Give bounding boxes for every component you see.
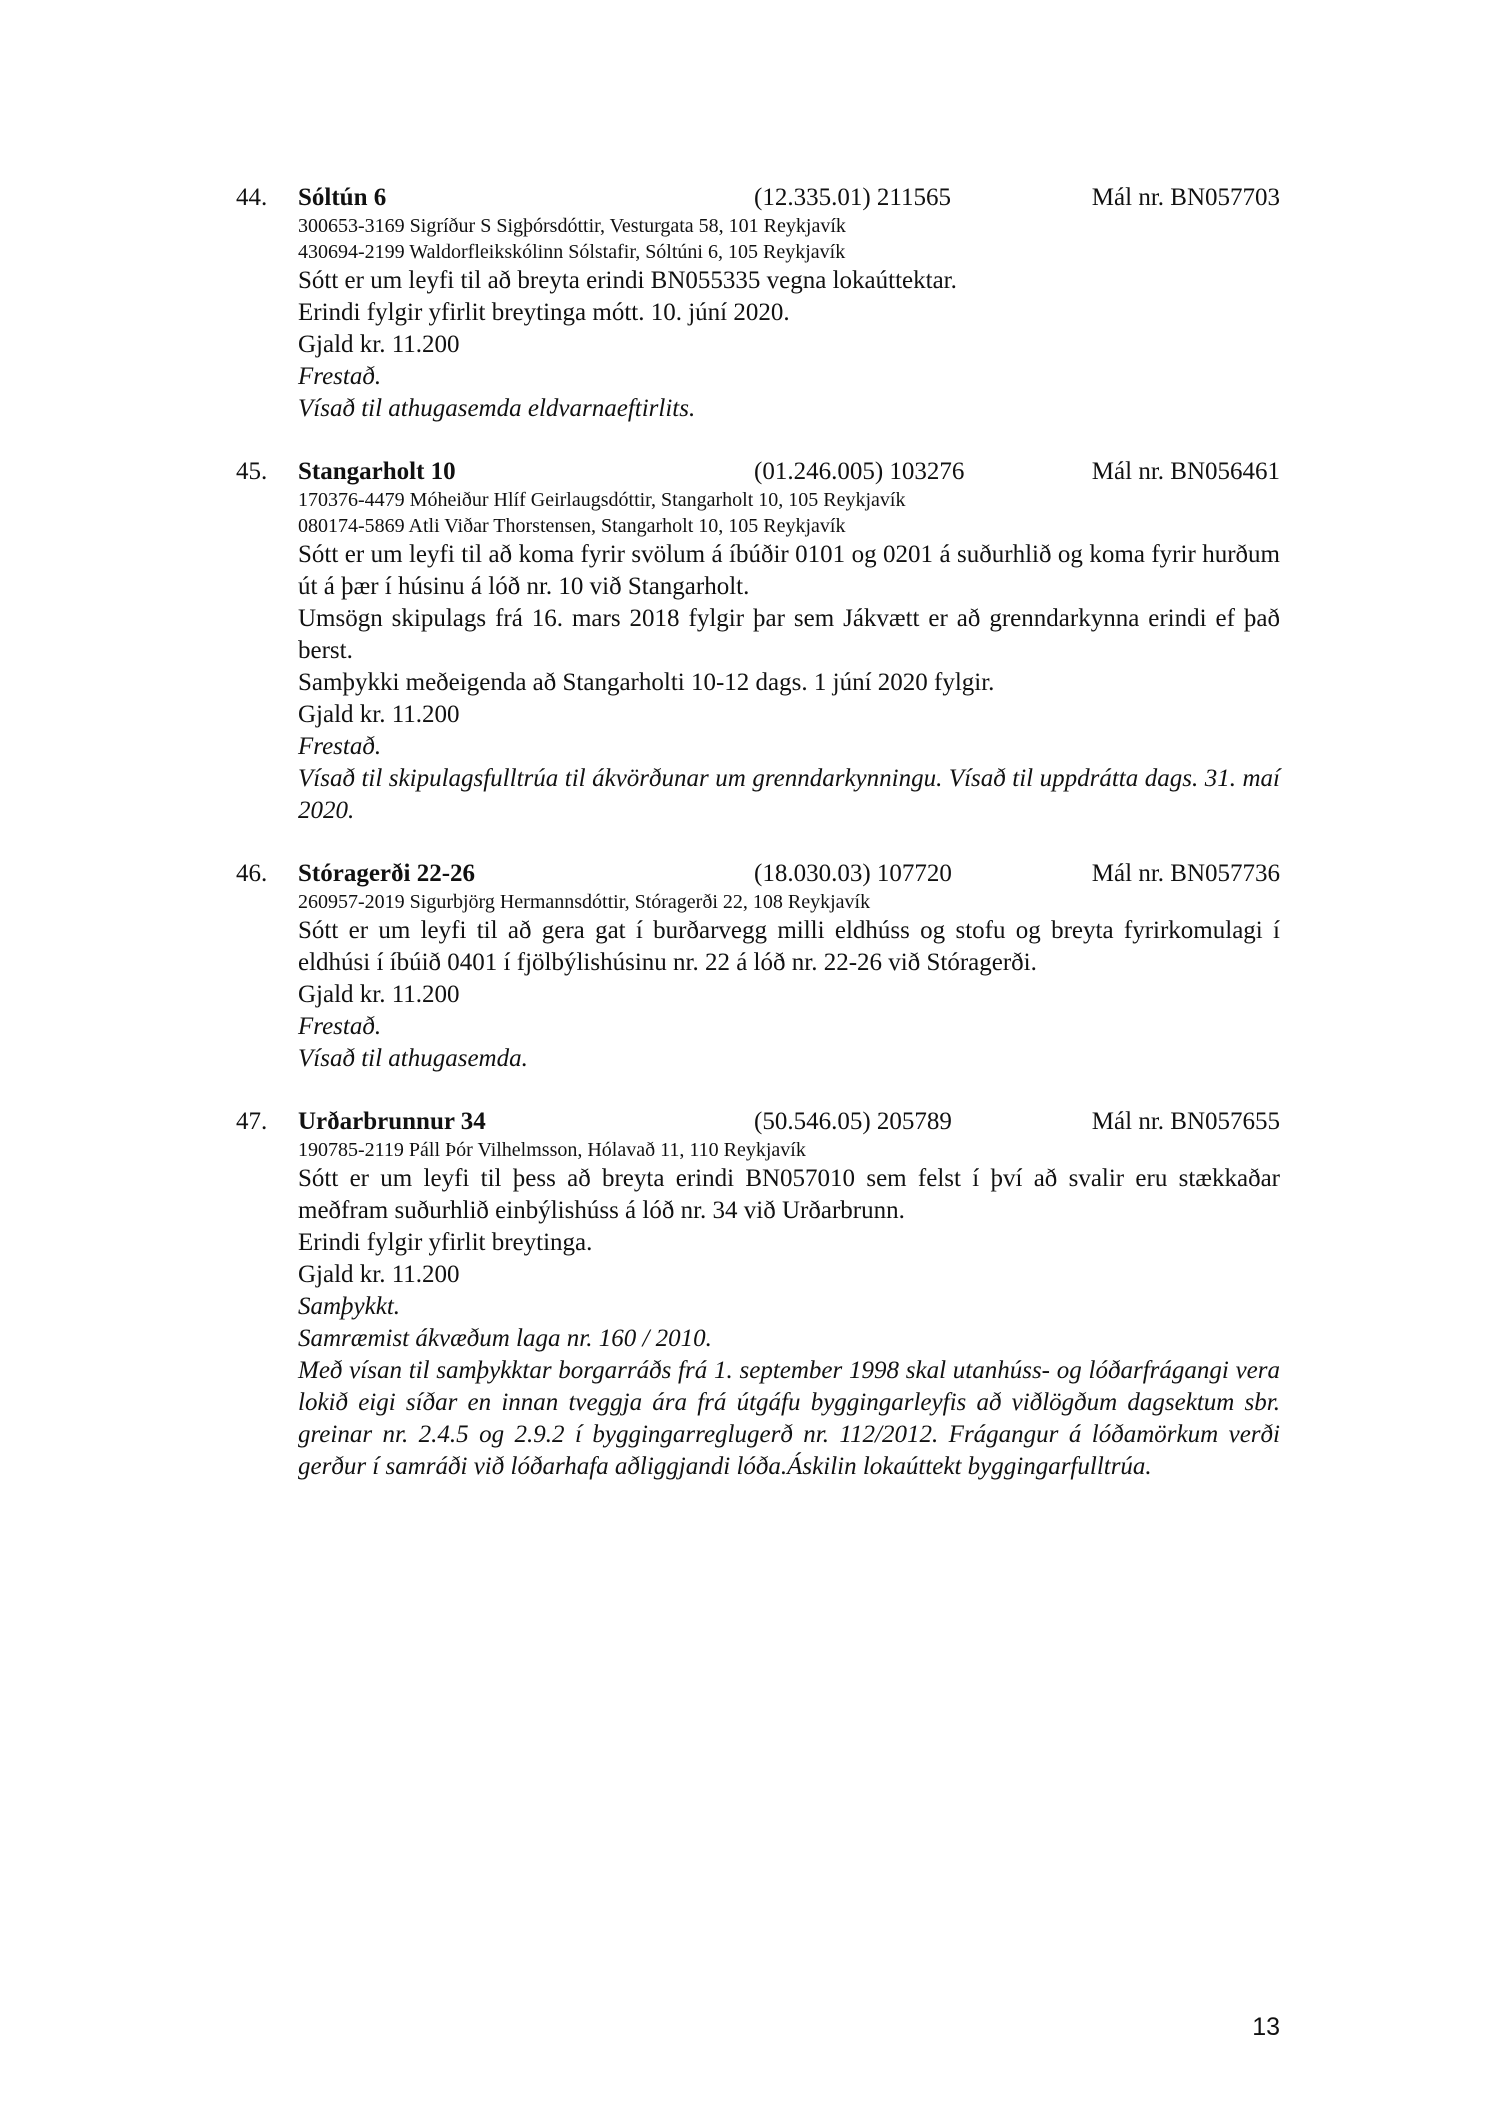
entry-lot-number: (12.335.01) 211565: [754, 184, 951, 211]
entry-header: [298, 1106, 1280, 1137]
entry-number: 45.: [236, 458, 268, 485]
entry-case-number: Mál nr. BN057655: [1091, 1108, 1280, 1135]
decision-note: Með vísan til samþykktar borgarráðs frá 1. september 1998 skal utanhúss- og lóðarfrágangi vera lokið eigi síðar en innan tveggja ára frá útgáfu byggingarleyfis að viðlögðum dagsektum sbr. greinar nr. 2.4.5 og 2.9.2 í byggingarreglugerð nr. 112/2012. Frágangur á lóðamörkum verði gerður í samráði við lóðarhafa aðliggjandi lóða.Áskilin lokaúttekt byggingarfulltrúa.: [298, 1357, 1280, 1480]
entry-case-number: Mál nr. BN057703: [1091, 184, 1280, 211]
decision-status: Frestað.: [298, 363, 382, 390]
decision-note: Samræmist ákvæðum laga nr. 160 / 2010.: [298, 1325, 712, 1352]
body-paragraph: Umsögn skipulags frá 16. mars 2018 fylgir þar sem Jákvætt er að grenndarkynna erindi ef það berst.: [298, 605, 1280, 664]
party-line: 190785-2119 Páll Þór Vilhelmsson, Hólavað 11, 110 Reykjavík: [298, 1139, 806, 1161]
entry-number: 44.: [236, 184, 268, 211]
decision-note: Vísað til athugasemda eldvarnaeftirlits.: [298, 395, 696, 422]
body-paragraph: Sótt er um leyfi til að gera gat í burðarvegg milli eldhúss og stofu og breyta fyrirkomulagi í eldhúsi í íbúið 0401 í fjölbýlishúsinu nr. 22 á lóð nr. 22-26 við Stóragerði.: [298, 917, 1280, 976]
decision-status: Frestað.: [298, 733, 382, 760]
party-line: 260957-2019 Sigurbjörg Hermannsdóttir, Stóragerði 22, 108 Reykjavík: [298, 891, 871, 913]
entry-47: [236, 1106, 1280, 1483]
entry-case-number: Mál nr. BN057736: [1091, 860, 1280, 887]
entry-number: 46.: [236, 860, 268, 887]
entry-title: Stangarholt 10: [298, 458, 456, 485]
party-line: 170376-4479 Móheiður Hlíf Geirlaugsdóttir, Stangarholt 10, 105 Reykjavík: [298, 489, 906, 511]
entry-header: [298, 456, 1280, 487]
fee-line: Gjald kr. 11.200: [298, 331, 460, 358]
fee-line: Gjald kr. 11.200: [298, 981, 460, 1008]
document-body: [236, 182, 1280, 1514]
entry-lot-number: (50.546.05) 205789: [754, 1108, 952, 1135]
entry-lot-number: (01.246.005) 103276: [754, 458, 965, 485]
body-paragraph: Erindi fylgir yfirlit breytinga.: [298, 1229, 593, 1256]
body-paragraph: Erindi fylgir yfirlit breytinga mótt. 10. júní 2020.: [298, 299, 790, 326]
body-paragraph: Samþykki meðeigenda að Stangarholti 10-12 dags. 1 júní 2020 fylgir.: [298, 669, 995, 696]
page-number: 13: [1252, 2013, 1280, 2041]
entry-title: Sóltún 6: [298, 184, 387, 211]
party-line: 080174-5869 Atli Viðar Thorstensen, Stangarholt 10, 105 Reykjavík: [298, 515, 846, 537]
entry-45: [236, 456, 1280, 827]
entry-number: 47.: [236, 1108, 268, 1135]
decision-status: Samþykkt.: [298, 1293, 401, 1320]
party-line: 300653-3169 Sigríður S Sigþórsdóttir, Vesturgata 58, 101 Reykjavík: [298, 215, 846, 237]
entry-46: [236, 858, 1280, 1075]
body-paragraph: Sótt er um leyfi til að breyta erindi BN055335 vegna lokaúttektar.: [298, 267, 957, 294]
fee-line: Gjald kr. 11.200: [298, 1261, 460, 1288]
entry-header: [298, 858, 1280, 889]
entry-title: Urðarbrunnur 34: [298, 1108, 486, 1135]
entry-44: [236, 182, 1280, 425]
decision-note: Vísað til skipulagsfulltrúa til ákvörðunar um grenndarkynningu. Vísað til uppdrátta dags. 31. maí 2020.: [298, 765, 1280, 824]
body-paragraph: Sótt er um leyfi til þess að breyta erindi BN057010 sem felst í því að svalir eru stækkaðar meðfram suðurhlið einbýlishúss á lóð nr. 34 við Urðarbrunn.: [298, 1165, 1280, 1224]
body-paragraph: Sótt er um leyfi til að koma fyrir svölum á íbúðir 0101 og 0201 á suðurhlið og koma fyrir hurðum út á þær í húsinu á lóð nr. 10 við Stangarholt.: [298, 541, 1280, 600]
decision-note: Vísað til athugasemda.: [298, 1045, 528, 1072]
entry-case-number: Mál nr. BN056461: [1091, 458, 1280, 485]
entry-title: Stóragerði 22-26: [298, 860, 476, 887]
decision-status: Frestað.: [298, 1013, 382, 1040]
party-line: 430694-2199 Waldorfleikskólinn Sólstafir, Sóltúni 6, 105 Reykjavík: [298, 241, 846, 263]
fee-line: Gjald kr. 11.200: [298, 701, 460, 728]
entry-header: [298, 182, 1280, 213]
entry-lot-number: (18.030.03) 107720: [754, 860, 952, 887]
